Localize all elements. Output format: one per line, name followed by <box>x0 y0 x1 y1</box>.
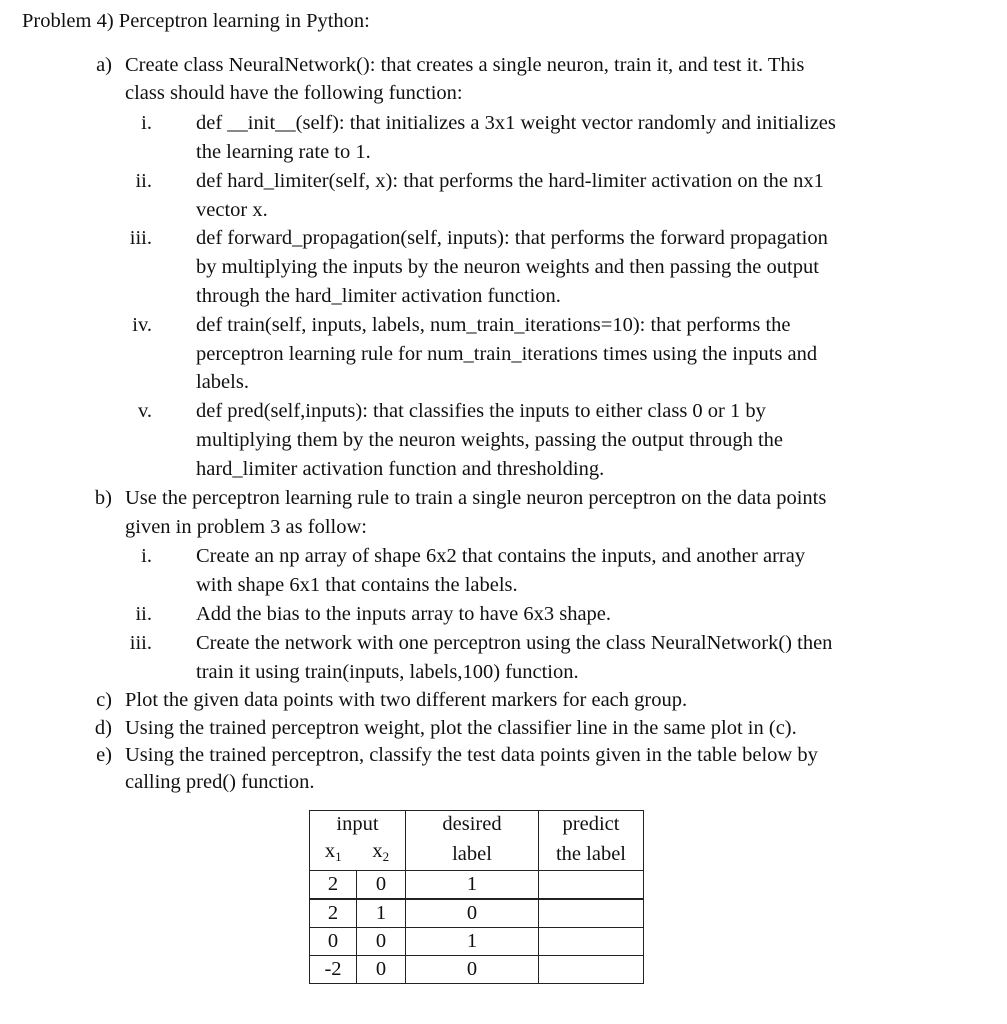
part-a-marker: a) <box>96 54 112 76</box>
a-item-ii-line: def hard_limiter(self, x): that performs the hard-limiter activation on the nx1 <box>196 170 824 192</box>
a-item-i-line: the learning rate to 1. <box>196 141 371 163</box>
b-item-ii-line: Add the bias to the inputs array to have 6x3 shape. <box>196 603 612 625</box>
test-data-table <box>309 810 644 984</box>
problem-title: Problem 4) Perceptron learning in Python: <box>22 10 370 32</box>
part-a-line: class should have the following function: <box>125 82 463 104</box>
a-item-ii-line: vector x. <box>196 199 268 221</box>
b-item-iii-line: train it using train(inputs, labels,100) function. <box>196 661 579 683</box>
cell-predict <box>539 899 644 928</box>
part-e-marker: e) <box>96 744 112 766</box>
cell-x2: 0 <box>357 956 406 984</box>
cell-desired: 1 <box>406 928 539 956</box>
header-x2: $x_2$ <box>357 838 406 871</box>
part-c-text: Plot the given data points with two different markers for each group. <box>125 689 688 711</box>
cell-x1: 0 <box>310 928 357 956</box>
table-row <box>310 871 644 900</box>
part-b-line: given in problem 3 as follow: <box>125 516 367 538</box>
part-b-line: Use the perceptron learning rule to train a single neuron perceptron on the data points <box>125 487 827 509</box>
a-item-v-line: def pred(self,inputs): that classifies the inputs to either class 0 or 1 by <box>196 400 766 422</box>
a-item-iii-line: def forward_propagation(self, inputs): that performs the forward propagation <box>196 227 828 249</box>
header-x1: $x_1$ <box>310 838 357 871</box>
b-item-iii-line: Create the network with one perceptron using the class NeuralNetwork() then <box>196 632 833 654</box>
b-item-ii-marker: ii. <box>135 603 152 625</box>
a-item-iii-line: through the hard_limiter activation function. <box>196 285 561 307</box>
a-item-iv-line: labels. <box>196 371 249 393</box>
a-item-v-line: multiplying them by the neuron weights, passing the output through the <box>196 429 784 451</box>
table-row <box>310 956 644 984</box>
part-b-marker: b) <box>94 487 112 509</box>
table-header-row <box>310 811 644 839</box>
table-subheader-row <box>310 838 644 871</box>
a-item-iv-marker: iv. <box>132 314 152 336</box>
part-a-line: Create class NeuralNetwork(): that creates a single neuron, train it, and test it. This <box>125 54 805 76</box>
part-e-line: calling pred() function. <box>125 771 315 793</box>
cell-x2: 0 <box>357 871 406 900</box>
cell-desired: 0 <box>406 899 539 928</box>
a-item-iii-line: by multiplying the inputs by the neuron weights and then passing the output <box>196 256 819 278</box>
cell-x2: 1 <box>357 899 406 928</box>
part-d-text: Using the trained perceptron weight, plot the classifier line in the same plot in (c). <box>125 717 797 739</box>
b-item-i-line: Create an np array of shape 6x2 that contains the inputs, and another array <box>196 545 806 567</box>
b-item-i-marker: i. <box>141 545 152 567</box>
header-predict: predict <box>539 811 644 839</box>
table-row <box>310 899 644 928</box>
b-item-i-line: with shape 6x1 that contains the labels. <box>196 574 518 596</box>
a-item-iv-line: perceptron learning rule for num_train_iterations times using the inputs and <box>196 343 818 365</box>
a-item-i-line: def __init__(self): that initializes a 3x1 weight vector randomly and initializes <box>196 112 836 134</box>
header-desired: desired <box>406 811 539 839</box>
header-the-label: the label <box>539 838 644 871</box>
part-d-marker: d) <box>94 717 112 739</box>
cell-desired: 1 <box>406 871 539 900</box>
a-item-iii-marker: iii. <box>129 227 152 249</box>
b-item-iii-marker: iii. <box>129 632 152 654</box>
cell-x2: 0 <box>357 928 406 956</box>
cell-predict <box>539 928 644 956</box>
cell-desired: 0 <box>406 956 539 984</box>
cell-predict <box>539 956 644 984</box>
part-e-line: Using the trained perceptron, classify the test data points given in the table below by <box>125 744 818 766</box>
a-item-i-marker: i. <box>141 112 152 134</box>
table-row <box>310 928 644 956</box>
header-label: label <box>406 838 539 871</box>
a-item-v-marker: v. <box>137 400 152 422</box>
a-item-ii-marker: ii. <box>135 170 152 192</box>
cell-x1: -2 <box>310 956 357 984</box>
cell-x1: 2 <box>310 871 357 900</box>
header-input: input <box>310 811 406 839</box>
part-c-marker: c) <box>96 689 112 711</box>
cell-x1: 2 <box>310 899 357 928</box>
a-item-iv-line: def train(self, inputs, labels, num_train_iterations=10): that performs the <box>196 314 791 336</box>
cell-predict <box>539 871 644 900</box>
a-item-v-line: hard_limiter activation function and thresholding. <box>196 458 605 480</box>
